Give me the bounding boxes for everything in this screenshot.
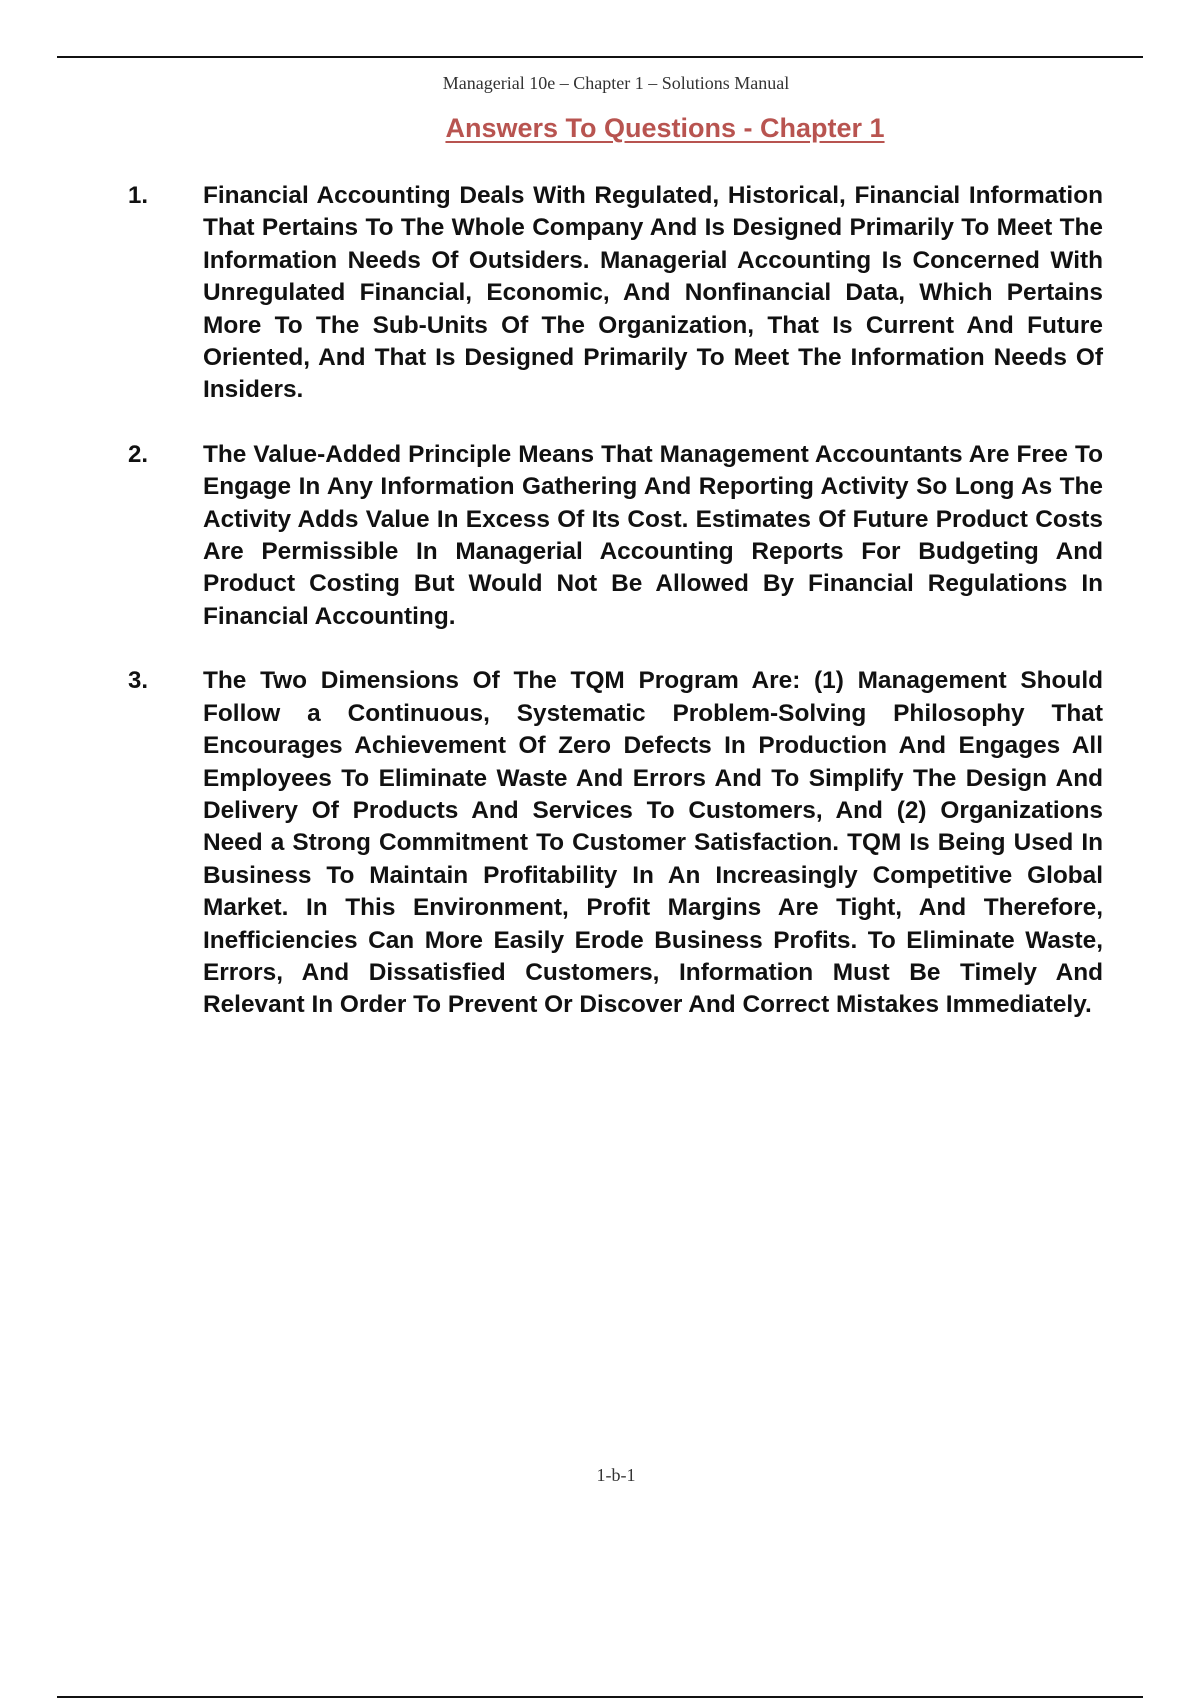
footer-rule	[57, 1696, 1143, 1698]
running-header: Managerial 10e – Chapter 1 – Solutions Manual	[442, 73, 790, 93]
answer-number: 1.	[128, 182, 149, 209]
answer-number: 3.	[128, 667, 149, 695]
answer-number: 2.	[128, 440, 149, 468]
answer-text: Financial Accounting Deals With Regulated, Historical, Financial Information That Pertains To The Whole Company And Is Designed Primarily To Meet The Information Needs Of Outsiders. Managerial Accounting Is Concerned With Unregulated Financial, Economic, And Nonfinancial Data, Which Pertains More To The Sub-Units Of The Organization, That Is Current And Future Oriented, And That Is Designed Primarily To Meet The Information Needs Of Insiders.	[203, 182, 1103, 404]
answer-text: The Two Dimensions Of The TQM Program Are: (1) Management Should Follow a Continuous, Systematic Problem-Solving Philosophy That Encourages Achievement Of Zero Defects In Production And Engages All Employees To Eliminate Waste And Errors And To Simplify The Design And Delivery Of Products And Services To Customers, And (2) Organizations Need a Strong Commitment To Customer Satisfaction. TQM Is Being Used In Business To Maintain Profitability In An Increasingly Competitive Global Market. In This Environment, Profit Margins Are Tight, And Therefore, Inefficiencies Can More Easily Erode Business Profits. To Eliminate Waste, Errors, And Dissatisfied Customers, Information Must Be Timely And Relevant In Order To Prevent Or Discover And Correct Mistakes Immediately.	[203, 667, 1103, 1019]
header-rule	[57, 56, 1143, 58]
answer-text: The Value-Added Principle Means That Management Accountants Are Free To Engage In Any Information Gathering And Reporting Activity So Long As The Activity Adds Value In Excess Of Its Cost. Estimates Of Future Product Costs Are Permissible In Managerial Accounting Reports For Budgeting And Product Costing But Would Not Be Allowed By Financial Regulations In Financial Accounting.	[203, 440, 1103, 630]
answer-item	[128, 665, 1103, 1021]
page-title: Answers To Questions - Chapter 1	[445, 113, 885, 143]
page-number: 1-b-1	[596, 1465, 636, 1485]
answer-item	[128, 180, 1103, 407]
answer-item	[128, 439, 1103, 633]
answers-list	[128, 180, 1103, 1054]
